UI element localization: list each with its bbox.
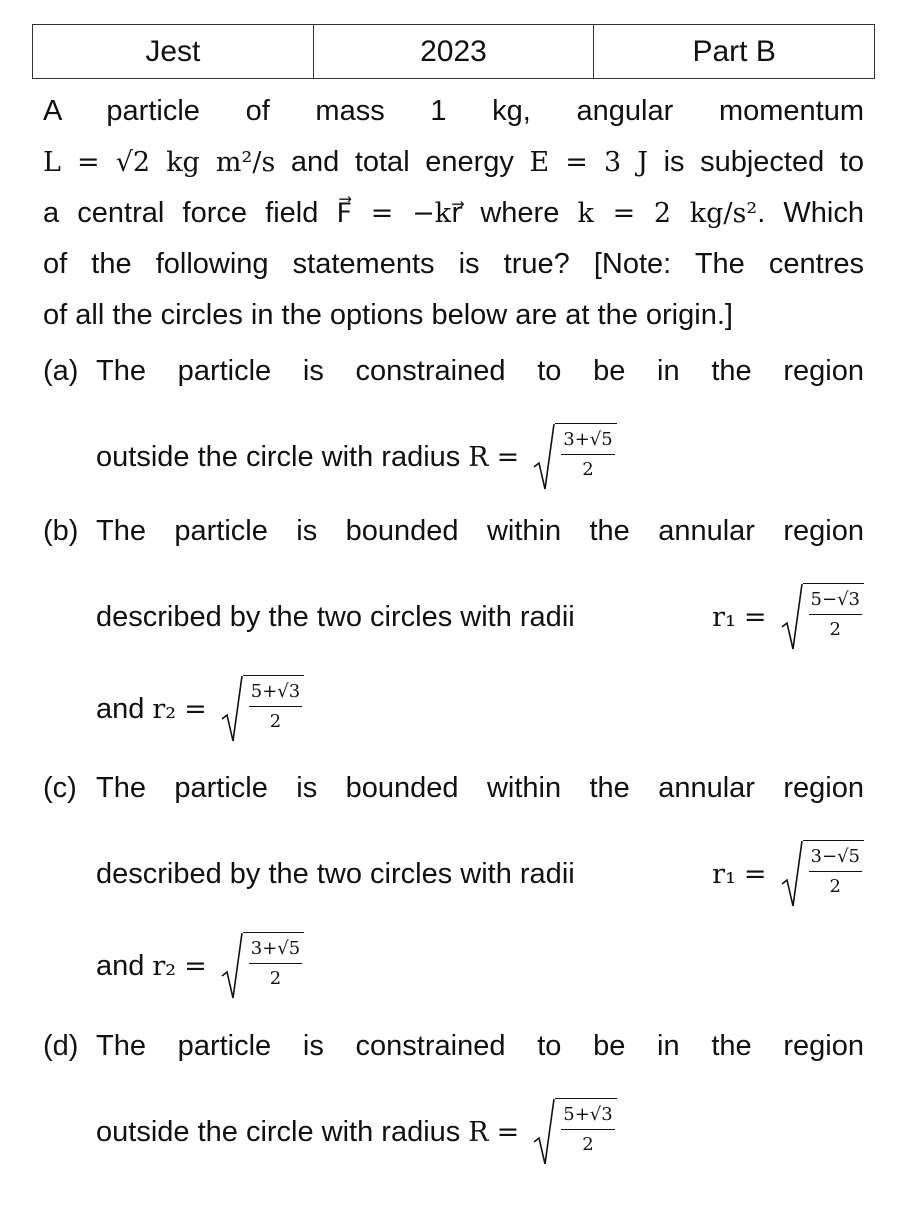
equals-sign: = [743, 601, 767, 633]
question-line-3 [43, 188, 864, 239]
radius-variable: R [468, 441, 489, 473]
option-text: and [96, 692, 145, 725]
option-text: described by the two circles with radii [96, 857, 575, 890]
question-text-fragment: where [462, 197, 578, 229]
sqrt-sign-icon [221, 675, 243, 743]
radius-variable: r₁ [712, 858, 736, 890]
fraction-numerator: 3+√5 [561, 428, 614, 455]
sqrt-sign-icon [533, 423, 555, 491]
option-line-2 [96, 840, 864, 908]
fraction-denominator: 2 [582, 459, 594, 480]
fraction-denominator: 2 [269, 711, 282, 732]
sqrt-sign-icon [533, 1098, 555, 1166]
radius-sqrt-fraction [781, 840, 864, 908]
option-line-2 [96, 583, 864, 651]
option-line-3 [96, 932, 304, 1000]
sqrt-sign-icon [781, 840, 803, 908]
option-line-2 [96, 1098, 864, 1166]
exam-name-cell: Jest [33, 25, 314, 79]
question-line-2 [43, 137, 864, 188]
fraction-denominator: 2 [829, 619, 841, 640]
angular-momentum-expr: L = √2 kg m²/s [43, 147, 276, 178]
fraction-numerator: 5−√3 [809, 588, 862, 615]
question-text-fragment: a central force field [43, 197, 337, 229]
option-text: outside the circle with radius [96, 1115, 461, 1148]
option-line-3 [96, 675, 304, 743]
spring-constant-expr: k = 2 kg/s² [577, 198, 758, 229]
option-line-1: The particle is constrained to be in the region [96, 1030, 864, 1062]
equals-sign: = [184, 950, 207, 982]
question-line-5: of all the circles in the options below are at the origin.] [43, 299, 733, 331]
radius-variable: R [468, 1116, 489, 1148]
sqrt-sign-icon [221, 932, 243, 1000]
exam-year-cell: 2023 [313, 25, 594, 79]
radius-sqrt-fraction [533, 423, 616, 491]
equals-sign: = [496, 441, 520, 473]
option-line-1: The particle is bounded within the annular region [96, 515, 864, 547]
option-line-2 [96, 423, 864, 491]
sqrt-sign-icon [781, 583, 803, 651]
radius-sqrt-fraction [781, 583, 864, 651]
option-text: and [96, 949, 145, 982]
header-table [32, 24, 875, 79]
question-line-4: of the following statements is true? [Note: The centres [43, 248, 864, 280]
fraction-denominator: 2 [269, 968, 282, 989]
question-text-fragment: is subjected to [648, 146, 864, 178]
radius-sqrt-fraction [533, 1098, 616, 1166]
question-text-fragment: and total energy [275, 146, 530, 178]
option-text: described by the two circles with radii [96, 600, 575, 633]
question-stem [43, 86, 864, 341]
fraction-denominator: 2 [829, 876, 841, 897]
option-b[interactable] [43, 515, 864, 755]
option-c[interactable] [43, 772, 864, 1012]
question-line-1: A particle of mass 1 kg, angular momentum [43, 95, 864, 127]
fraction-numerator: 5+√3 [561, 1103, 614, 1130]
option-label: (d) [43, 1030, 79, 1062]
radius-variable: r₁ [712, 601, 736, 633]
option-label: (b) [43, 515, 79, 547]
force-expr: F⃗ = −kr⃗ [336, 198, 463, 229]
option-text: outside the circle with radius [96, 440, 461, 473]
option-line-1: The particle is constrained to be in the region [96, 355, 864, 387]
fraction-denominator: 2 [582, 1134, 594, 1155]
option-label: (a) [43, 355, 79, 387]
radius-variable: r₂ [152, 950, 177, 982]
radius-sqrt-fraction [221, 675, 304, 743]
option-label: (c) [43, 772, 77, 804]
radius-sqrt-fraction [221, 932, 304, 1000]
fraction-numerator: 5+√3 [249, 680, 302, 707]
question-text-fragment: . Which [757, 197, 865, 229]
equals-sign: = [184, 693, 207, 725]
option-line-1: The particle is bounded within the annular region [96, 772, 864, 804]
equals-sign: = [743, 858, 767, 890]
option-a[interactable] [43, 355, 864, 495]
exam-part-cell: Part B [594, 25, 875, 79]
energy-expr: E = 3 J [529, 147, 649, 178]
equals-sign: = [496, 1116, 520, 1148]
option-d[interactable] [43, 1030, 864, 1180]
fraction-numerator: 3−√5 [809, 845, 862, 872]
fraction-numerator: 3+√5 [249, 937, 302, 964]
radius-variable: r₂ [152, 693, 177, 725]
